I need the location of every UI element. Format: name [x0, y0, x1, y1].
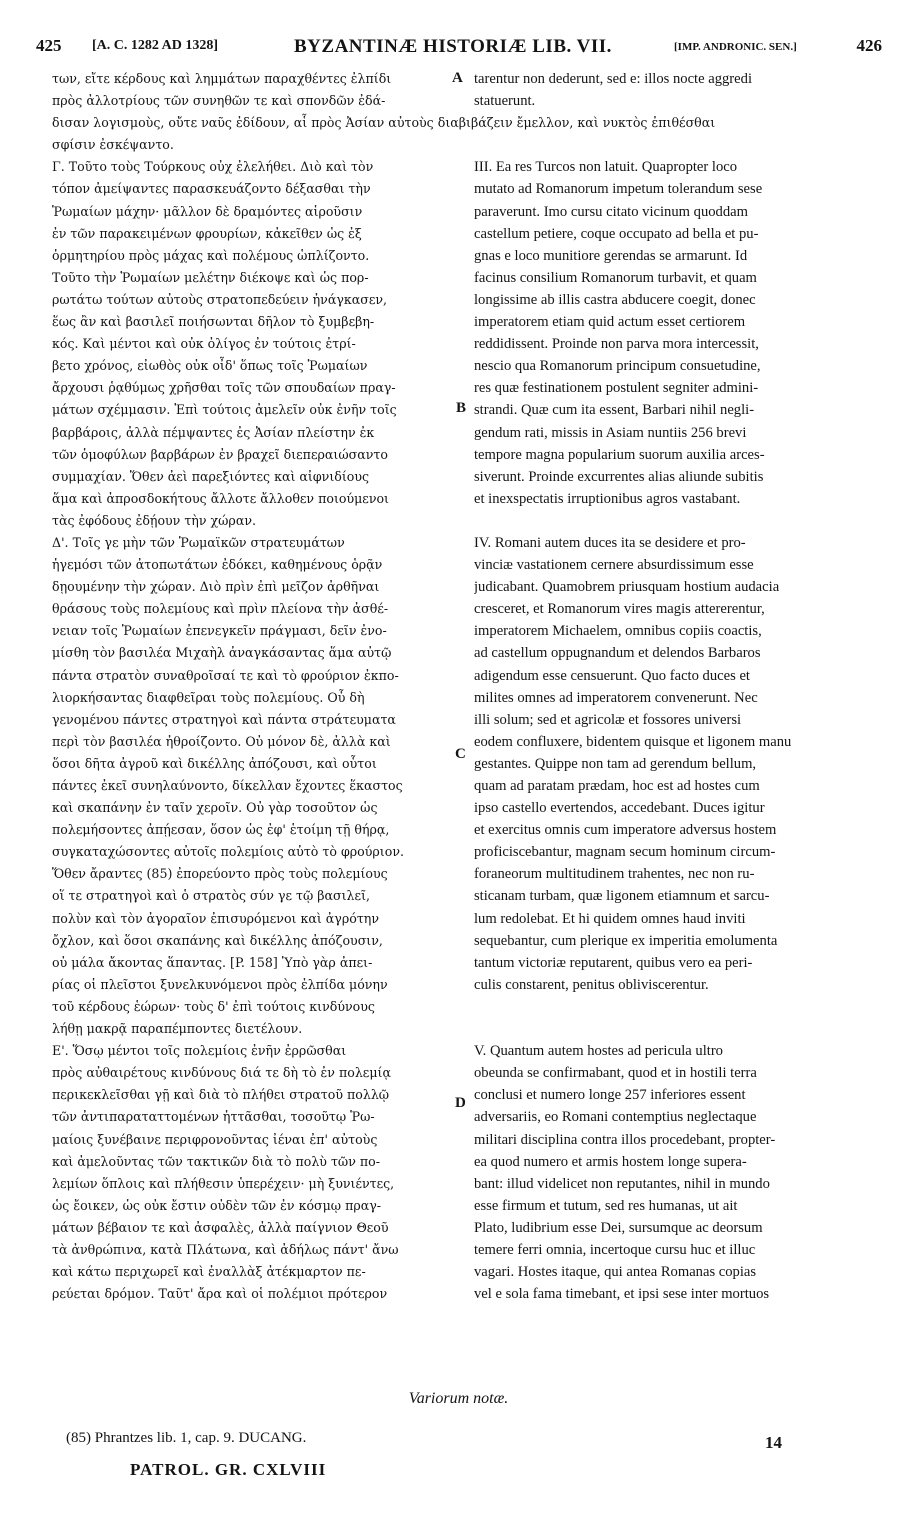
greek-text-line: περὶ τὸν βασιλέα ἠθροίζοντο. Οὐ μόνον δὲ, ἀλλὰ καὶ: [52, 733, 391, 749]
greek-text-line: περικεκλεῖσθαι γῇ καὶ διὰ τὸ πλήθει στρατοῦ πολλῷ: [52, 1087, 390, 1103]
greek-text-line: καὶ σκαπάνην ἐν ταῖν χεροῖν. Οὐ γὰρ τοσοῦτον ὡς: [52, 800, 378, 816]
greek-text-line: οἵ τε στρατηγοὶ καὶ ὁ στρατὸς σύν γε τῷ βασιλεῖ,: [52, 888, 371, 904]
latin-text-line: lum redolebat. Et hi quidem omnes haud inviti: [474, 910, 746, 927]
latin-text-line: gnas e loco munitiore gerendas se armarunt. Id: [474, 247, 748, 264]
latin-text-line: adversariis, eo Romani contemptius neglectaque: [474, 1109, 757, 1126]
latin-text-line: tempore magna popularium suorum auxilia arces-: [474, 446, 765, 463]
notes-title: Variorum notæ.: [408, 1390, 509, 1407]
footer-patrologia: PATROL. GR. CXLVIII: [130, 1460, 327, 1479]
latin-text-line: V. Quantum autem hostes ad pericula ultro: [474, 1043, 723, 1060]
latin-text-line: gendum rati, missis in Asiam nuntiis 256 brevi: [474, 424, 747, 441]
latin-text-line: esse firmum et tutum, sed res humanas, ut ait: [474, 1197, 738, 1214]
greek-text-line: μίσθη τὸν βασιλέα Μιχαὴλ ἀναγκάσαντας ἅμα αὐτῷ: [52, 645, 392, 661]
greek-text-line: μάτων βέβαιον τε καὶ ἀσφαλὲς, ἀλλὰ παίγνιον Θεοῦ: [52, 1219, 389, 1235]
latin-text-line: cresceret, et Romanorum vires magis attererentur,: [474, 601, 765, 618]
greek-text-line: καὶ ἀμελοῦντας τῶν τακτικῶν διὰ τὸ πολὺ τῶν πο-: [52, 1153, 380, 1169]
latin-text-line: ad castellum oppugnandum et delendos Barbaros: [474, 645, 761, 662]
latin-text-line: illi solum; sed et agricolæ et fossores universi: [474, 711, 742, 728]
greek-text-line: ὁρμητηρίου πρὸς μάχας καὶ πολέμους ὡπλίζοντο.: [52, 247, 370, 263]
latin-text-line: culis constarent, penitus obliviscerentur.: [474, 976, 709, 993]
latin-text-line: vagari. Hostes itaque, qui antea Romanas copias: [474, 1264, 757, 1281]
greek-text-line: μαίοις ξυνέβαινε περιφρονοῦντας ἰέναι ἐπ' αὐτοὺς: [52, 1131, 378, 1147]
greek-text-line: καὶ κάτω περιχωρεῖ καὶ ἐναλλὰξ ἀτέκμαρτον πε-: [52, 1264, 366, 1280]
greek-text-line: λεμίων ὅπλοις καὶ πλήθεσιν ὑπερέχειν· μὴ ξυνιέντες,: [52, 1175, 395, 1191]
greek-text-line: πρὸς ἀλλοτρίους τῶν συνηθῶν τε καὶ σπονδῶν ἐδά-: [52, 93, 386, 109]
footnote: (85) Phrantzes lib. 1, cap. 9. DUCANG.: [66, 1430, 307, 1446]
latin-column: [474, 68, 884, 1305]
latin-text-line: ea quod numero et armis hostem longe supera-: [474, 1153, 747, 1170]
latin-text-line: [474, 996, 884, 1018]
latin-text-line: [474, 510, 884, 532]
latin-text-line: imperatorem etiam quid actum esset certiorem: [474, 314, 746, 331]
header-years: [A. C. 1282 AD 1328]: [92, 38, 218, 53]
greek-text-line: των, εἴτε κέρδους καὶ λημμάτων παραχθέντες ἐλπίδι: [52, 71, 392, 86]
greek-text-line: τοῦ κέρδους ἑώρων· τοὺς δ' ἐπὶ τούτοις κινδύνους: [52, 998, 375, 1014]
greek-text-line: τῶν ἀντιπαραταττομένων ἡττᾶσθαι, τοσοῦτῳ Ῥω-: [52, 1109, 375, 1125]
latin-text-line: tantum victoriæ reputarent, quibus vero ea peri-: [474, 954, 753, 971]
latin-text-line: militari disciplina contra illos procedebant, propter-: [474, 1131, 776, 1148]
latin-text-line: reddidissent. Proinde non parva mora intercessit,: [474, 336, 759, 353]
header-title: BYZANTINÆ HISTORIÆ LIB. VII.: [294, 36, 612, 57]
latin-text-line: longissime ab illis castra abducere coegit, donec: [474, 291, 756, 308]
page-number-left: 425: [36, 36, 62, 55]
greek-text-line: πρὸς αὐθαιρέτους κινδύνους διά τε δὴ τὸ ἐν πολεμίᾳ: [52, 1065, 391, 1081]
greek-text-line: ρωτάτω τούτων αὐτοὺς στρατοπεδεύειν ἠνάγκασεν,: [52, 291, 388, 307]
greek-text-line: λιορκήσαντας διαφθεῖραι τοὺς πολεμίους. Οὗ δὴ: [52, 689, 365, 705]
latin-text-line: sequebantur, cum plerique ex imperitia emolumenta: [474, 932, 778, 949]
greek-text-line: γενομένου πάντες στρατηγοὶ καὶ πάντα στράτευματα: [52, 711, 396, 727]
greek-text-line: ἕως ἂν καὶ βασιλεῖ ποιήσωνται δῆλον τὸ ξυμβεβη-: [52, 314, 375, 330]
greek-text-line: ὅσοι δῆτα ἀγροῦ καὶ δικέλλης ἀπόζουσι, καὶ οὗτοι: [52, 755, 377, 771]
greek-text-line: θράσους τοὺς πολεμίους καὶ πρὶν πλείονα τὴν ἀσθέ-: [52, 601, 389, 617]
page-header: [36, 34, 882, 58]
greek-text-line: πολεμήσοντες ἀπῄεσαν, ὅσον ὡς ἐφ' ἑτοίμη τῇ θήρᾳ,: [52, 822, 390, 838]
latin-text-line: res quæ festinationem postulent segniter admini-: [474, 380, 759, 397]
latin-text-line: judicabant. Quamobrem priusquam hostium audacia: [474, 579, 780, 596]
greek-text-line: μάτων σχέμμασιν. Ἐπὶ τούτοις ἀμελεῖν οὐκ ἐνῆν τοῖς: [52, 402, 397, 418]
margin-marker-d: D: [455, 1095, 466, 1111]
latin-text-line: proficiscebantur, magnam secum hominum circum-: [474, 844, 776, 861]
latin-text-line: castellum petiere, coque occupato ad bella et pu-: [474, 225, 759, 242]
header-section: [IMP. ANDRONIC. SEN.]: [674, 41, 797, 53]
greek-text-line: ἅμα καὶ ἀπροσδοκήτους ἄλλοτε ἄλλοθεν ποιούμενοι: [52, 490, 389, 506]
latin-text-line: foraneorum multitudinem trahentes, nec non ru-: [474, 866, 755, 883]
greek-text-line: τόπον ἀμείψαντες παρασκευάζοντο δέξασθαι τὴν: [52, 181, 371, 197]
latin-text-line: bant: illud videlicet non reputantes, nihil in mundo: [474, 1175, 770, 1192]
margin-marker-b: B: [456, 400, 467, 416]
greek-text-line: συγκαταχώσοντες αὐτοῖς πολεμίοις αὐτὸ τὸ φρούριον.: [52, 844, 404, 860]
greek-text-line: Ε'. Ὅσῳ μέντοι τοῖς πολεμίοις ἐνῆν ἐρρῶσθαι: [52, 1043, 347, 1059]
latin-text-line: paraverunt. Imo cursu citato vicinum quoddam: [474, 203, 748, 220]
greek-text-line: τὰ ἀνθρώπινα, κατὰ Πλάτωνα, καὶ ἀδήλως πάντ' ἄνω: [52, 1241, 399, 1257]
latin-text-line: et exercitus omnis cum imperatore adversus hostem: [474, 822, 777, 839]
greek-text-line: δῃουμένην τὴν χώραν. Διὸ πρὶν ἐπὶ μεῖζον ἀρθῆναι: [52, 579, 380, 595]
greek-text-line: βαρβάροις, ἀλλὰ πέμψαντες ἐς Ἀσίαν πλείστην ἐκ: [52, 424, 375, 440]
greek-text-line: πάντες ἐκεῖ συνηλαύνοντο, δίκελλαν ἔχοντες ἕκαστος: [52, 778, 403, 793]
greek-text-line: κός. Καὶ μέντοι καὶ οὐκ ὀλίγος ἐν τούτοις ἐτρί-: [52, 336, 356, 352]
latin-text-line: mutato ad Romanorum impetum tolerandum sese: [474, 181, 763, 198]
latin-text-line: nescio qua Romanorum principum consuetudine,: [474, 358, 761, 375]
latin-text-line: Plato, ludibrium esse Dei, sursumque ac deorsum: [474, 1219, 763, 1236]
greek-text-line: λήθῃ μακρᾷ παραπέμποντες διετέλουν.: [52, 1021, 303, 1037]
latin-text-line: quam ad paratam prædam, hoc est ad hostes cum: [474, 778, 760, 794]
greek-text-line: ὄχλον, καὶ ὅσοι σκαπάνης καὶ δικέλλης ἀπόζουσιν,: [52, 932, 383, 948]
greek-text-line: Τοῦτο τὴν Ῥωμαίων μελέτην διέκοψε καὶ ὡς πορ-: [52, 269, 369, 285]
greek-text-line: ἡγεμόσι τῶν ἀτοπωτάτων ἐδόκει, καθημένους ὁρᾷν: [52, 557, 383, 573]
latin-text-line: [474, 1018, 884, 1040]
greek-text-line: Ὅθεν ἄραντες (85) ἐπορεύοντο πρὸς τοὺς πολεμίους: [52, 866, 388, 882]
greek-column: [52, 68, 452, 1305]
page-number-right: 426: [856, 36, 882, 55]
latin-text-line: vinciæ vastationem cernere absurdissimum esse: [474, 557, 754, 574]
greek-text-line: συμμαχίαν. Ὅθεν ἀεὶ παρεξιόντες καὶ αἰφνιδίους: [52, 468, 370, 484]
latin-text-line: sticanam turbam, quæ ligonem etiamnum et sarcu-: [474, 888, 770, 905]
greek-span-line: δισαν λογισμοὺς, οὔτε ναῦς ἐδίδουν, αἷ πρὸς Ἀσίαν αὐτοὺς διαβιβάζειν ἔμελλον, καὶ νυκτὸς ἐπιθέσθαι: [52, 115, 716, 130]
latin-text-line: IV. Romani autem duces ita se desidere et pro-: [474, 534, 746, 551]
greek-text-line: τῶν ὁμοφύλων βαρβάρων ἐν βραχεῖ διεπεραιώσαντο: [52, 446, 388, 462]
greek-text-line: πάντα στρατὸν συναθροῖσαί τε καὶ τὸ φρούριον ἐκπο-: [52, 667, 399, 683]
latin-text-line: temere ferri omnia, incertoque cursu huc et illuc: [474, 1241, 756, 1258]
latin-text-line: adigendum esse censuerunt. Quo facto duces et: [474, 667, 750, 684]
greek-text-line: οὐ μάλα ἄκοντας ἅπαντας. [P. 158] Ὑπὸ γὰρ ἀπει-: [52, 954, 373, 970]
latin-text-line: strandi. Quæ cum ita essent, Barbari nihil negli-: [474, 402, 755, 419]
latin-text-line: conclusi et numero longe 257 inferiores essent: [474, 1087, 746, 1104]
margin-marker-a: A: [452, 70, 463, 86]
latin-text-line: [474, 134, 884, 156]
greek-text-line: νειαν τοῖς Ῥωμαίων ἐπενεγκεῖν πράγμασι, δεῖν ἐνο-: [52, 623, 387, 639]
greek-text-line: ἄρχουσι ῥᾳθύμως χρῆσθαι τοῖς τῶν σπουδαίων πραγ-: [52, 380, 396, 396]
latin-text-line: statuerunt.: [474, 93, 536, 110]
greek-text-line: ἐν τῶν παρακειμένων φρουρίων, κἀκεῖθεν ὡς ἐξ: [52, 225, 362, 241]
latin-text-line: facinus consilium Romanorum turbavit, et quam: [474, 269, 757, 286]
greek-text-line: σφίσιν ἐσκέψαντο.: [52, 137, 174, 153]
latin-text-line: et inexspectatis irruptionibus agros vastabant.: [474, 490, 741, 507]
greek-text-line: Γ. Τοῦτο τοὺς Τούρκους οὐχ ἐλελήθει. Διὸ καὶ τὸν: [52, 159, 374, 175]
footer-signature: 14: [765, 1433, 782, 1452]
margin-marker-c: C: [455, 746, 466, 762]
latin-text-line: III. Ea res Turcos non latuit. Quapropter loco: [474, 159, 738, 176]
latin-text-line: obeunda se confirmabant, quod et in hostili terra: [474, 1065, 757, 1082]
greek-text-line: τὰς ἐφόδους ἐδῄουν τὴν χώραν.: [52, 512, 256, 528]
latin-text-line: siverunt. Proinde excurrentes alias aliunde subitis: [474, 468, 764, 485]
latin-text-line: tarentur non dederunt, sed e: illos nocte aggredi: [474, 71, 753, 87]
latin-text-line: imperatorem Michaelem, omnibus copiis coactis,: [474, 623, 762, 640]
greek-text-line: Ῥωμαίων μάχην· μᾶλλον δὲ δραμόντες αἱροῦσιν: [52, 203, 363, 219]
latin-text-line: eodem confluxere, bidentem quisque et ligonem manu: [474, 733, 792, 750]
latin-text-line: gestantes. Quippe non tam ad gerendum bellum,: [474, 755, 757, 772]
greek-text-line: ρεύεται δρόμον. Ταῦτ' ἄρα καὶ οἱ πολέμιοι πρότερον: [52, 1286, 388, 1302]
greek-text-line: ὡς ἔοικεν, ὡς οὐκ ἔστιν οὐδὲν τῶν ἐν κόσμῳ πραγ-: [52, 1197, 382, 1213]
greek-text-line: βετο χρόνος, εἰωθὸς οὐκ οἶδ' ὅπως τοῖς Ῥωμαίων: [52, 358, 368, 374]
latin-text-line: vel e sola fama timebant, et ipsi sese inter mortuos: [474, 1286, 770, 1303]
greek-text-line: πολὺν καὶ τὸν ἀγοραῖον ἐπισυρόμενοι καὶ ἀγρότην: [52, 910, 379, 926]
latin-text-line: [474, 112, 884, 134]
greek-text-line: Δ'. Τοῖς γε μὴν τῶν Ῥωμαϊκῶν στρατευμάτων: [52, 534, 345, 550]
latin-text-line: milites omnes ad imperatorem convenerunt. Nec: [474, 689, 758, 706]
latin-text-line: ipso castello evertendos, accedebant. Duces igitur: [474, 800, 765, 817]
greek-text-line: ρίας οἱ πλεῖστοι ξυνελκυνόμενοι πρὸς ἐλπίδα μόνην: [52, 976, 388, 992]
